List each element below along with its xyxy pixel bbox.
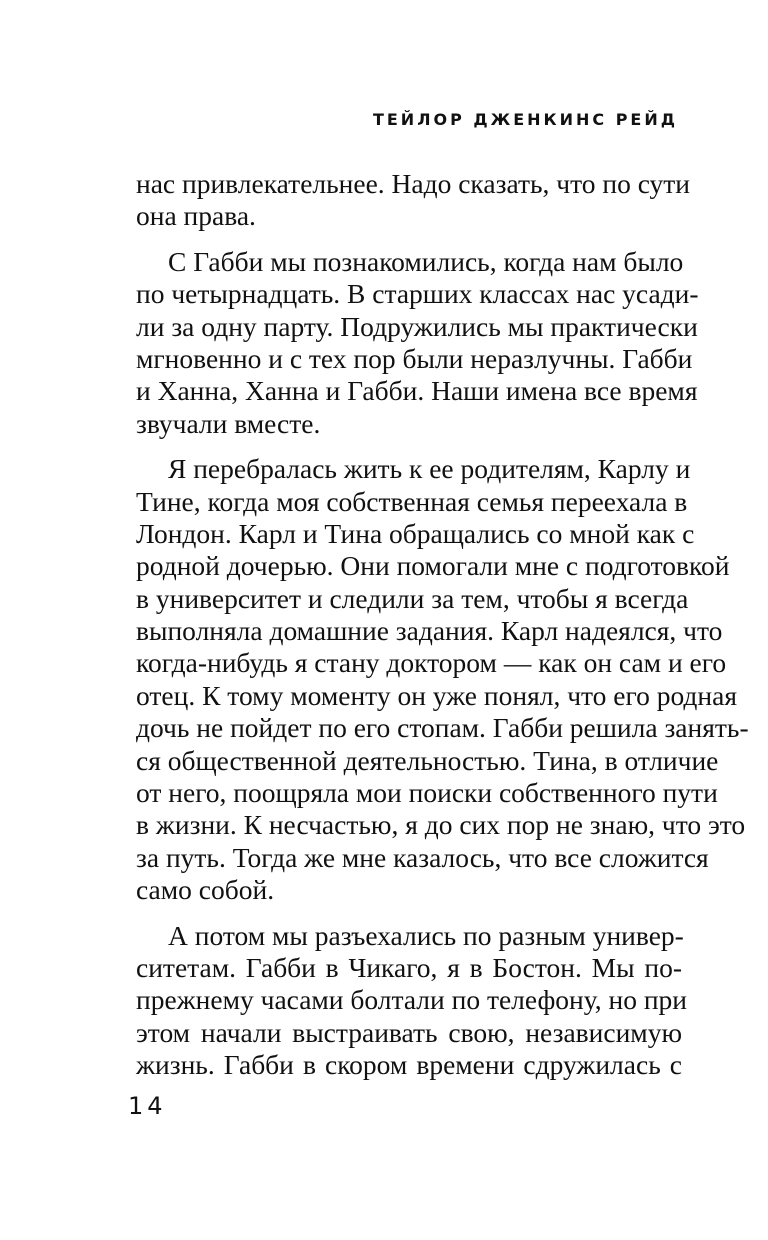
paragraph	[136, 168, 691, 233]
text-line: звучали вместе.	[136, 407, 321, 439]
running-head: ТЕЙЛОР ДЖЕНКИНС РЕЙД	[372, 110, 678, 129]
text-line: С Габби мы познакомились, когда нам было	[168, 245, 684, 277]
text-line: прежнему часами болтали по телефону, но при	[136, 984, 688, 1016]
text-line: в жизни. К несчастью, я до сих пор не знаю, что это	[136, 809, 746, 841]
text-line: Лондон. Карл и Тина обращались со мной как с	[136, 517, 695, 549]
text-line: за путь. Тогда же мне казалось, что все сложится	[136, 841, 709, 873]
text-line: в университет и следили за тем, чтобы я всегда	[136, 582, 689, 614]
text-line: по четырнадцать. В старших классах нас усади-	[136, 278, 699, 310]
text-line: когда-нибудь я стану доктором — как он сам и его	[136, 647, 727, 679]
text-line: выполняла домашние задания. Карл надеялся, что	[136, 615, 723, 647]
text-line: родной дочерью. Они помогали мне с подготовкой	[136, 550, 730, 582]
text-line: она права.	[136, 200, 256, 232]
text-line: А потом мы разъехались по разным универ-	[168, 919, 684, 951]
body-text	[136, 168, 749, 1095]
text-line: само собой.	[136, 874, 275, 906]
text-line: жизнь. Габби в скором времени сдружилась с	[136, 1049, 682, 1081]
paragraph	[136, 245, 699, 440]
text-line: отец. К тому моменту он уже понял, что его родная	[136, 679, 737, 711]
text-line: Тине, когда моя собственная семья переехала в	[136, 485, 688, 517]
text-line: этом начали выстраивать свою, независимую	[136, 1016, 682, 1048]
text-line: от него, поощряла мои поиски собственного пути	[136, 777, 718, 809]
text-line: нас привлекательнее. Надо сказать, что по сути	[136, 168, 691, 199]
text-line: ся общественной деятельностью. Тина, в отличие	[136, 744, 719, 776]
paragraph	[136, 453, 749, 906]
paragraph	[136, 919, 688, 1082]
text-line: дочь не пойдет по его стопам. Габби решила занять-	[136, 712, 749, 744]
text-line: и Ханна, Ханна и Габби. Наши имена все время	[136, 375, 698, 407]
text-line: ситетам. Габби в Чикаго, я в Бостон. Мы по-	[136, 951, 682, 983]
page-number: 14	[128, 1092, 167, 1120]
text-line: мгновенно и с тех пор были неразлучны. Габби	[136, 342, 693, 374]
text-line: ли за одну парту. Подружились мы практически	[136, 310, 698, 342]
text-line: Я перебралась жить к ее родителям, Карлу и	[168, 453, 691, 485]
